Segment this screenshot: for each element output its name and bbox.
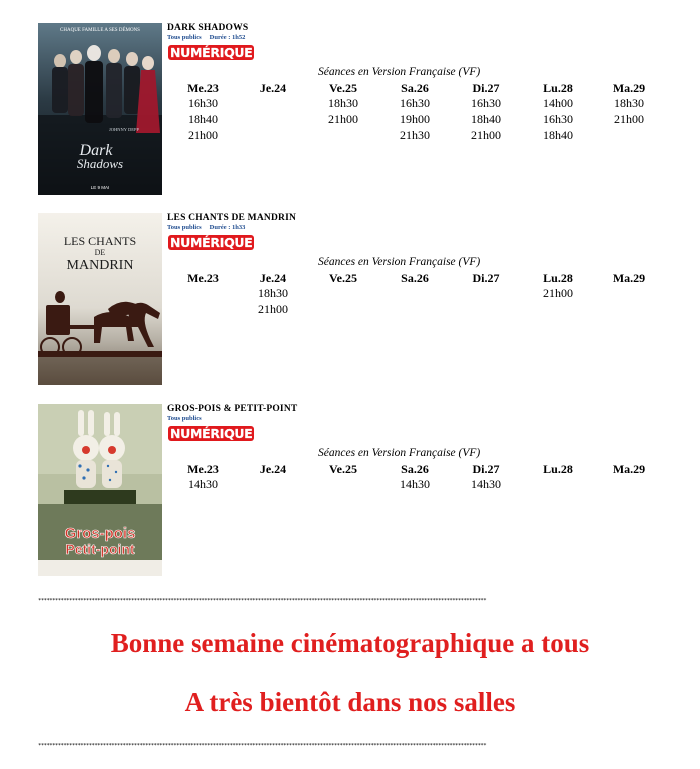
day-header: Lu.28: [543, 271, 573, 285]
day-header: Ma.29: [612, 81, 646, 95]
numerique-badge: NUMÉRIQUE: [170, 45, 253, 60]
rating-label: Tous publics: [167, 415, 202, 422]
showtime: 18h30: [258, 286, 288, 300]
duration-label: Durée : 1h52: [209, 34, 246, 41]
showtime: 16h30: [188, 96, 218, 110]
duration-label: Durée : 1h33: [209, 224, 246, 231]
day-header: Me.23: [187, 81, 219, 95]
vf-caption: Séances en Version Française (VF): [318, 256, 481, 268]
day-header: Sa.26: [401, 81, 429, 95]
vf-caption: Séances en Version Française (VF): [318, 66, 481, 78]
film-title: LES CHANTS DE MANDRIN: [167, 213, 297, 223]
showtime: 21h00: [328, 112, 358, 126]
day-header: Lu.28: [543, 462, 573, 476]
numerique-badge: NUMÉRIQUE: [170, 426, 253, 441]
showtime: 14h30: [400, 477, 430, 491]
film-block-gros-pois-petit-point: [0, 404, 700, 576]
numerique-badge: NUMÉRIQUE: [170, 235, 253, 250]
day-header: Me.23: [187, 462, 219, 476]
poster-mandrin-title-3: MANDRIN: [66, 258, 134, 273]
day-header: Sa.26: [401, 271, 429, 285]
poster-dark-shadows-date: LE 9 MAI: [90, 185, 110, 190]
poster-gros-pois-art: [38, 404, 162, 576]
farewell-line-2: A très bientôt dans nos salles: [184, 687, 516, 717]
showtime: 14h30: [471, 477, 501, 491]
rating-label: Tous publics: [167, 34, 202, 41]
poster-dark-shadows: [38, 23, 162, 195]
poster-gros-pois-title-1: Gros-pois: [64, 525, 136, 542]
separator-line-top: ***************************************************************************************************************************************************************: [38, 598, 487, 604]
showtime: 18h40: [543, 128, 573, 142]
poster-dark-shadows-actor: JOHNNY DEPP: [109, 127, 139, 132]
poster-gros-pois-petit-point: [38, 404, 162, 576]
day-header: Ve.25: [329, 462, 357, 476]
poster-dark-shadows-tagline: CHAQUE FAMILLE A SES DÉMONS: [60, 28, 140, 33]
day-header: Ma.29: [612, 271, 646, 285]
day-header: Lu.28: [543, 81, 573, 95]
poster-les-chants-de-mandrin: [38, 213, 162, 385]
showtime: 21h00: [188, 128, 218, 142]
poster-dark-shadows-logo-1: Dark: [79, 142, 113, 159]
film-title: GROS-POIS & PETIT-POINT: [167, 404, 298, 414]
day-header: Ma.29: [612, 462, 646, 476]
day-header: Sa.26: [401, 462, 429, 476]
film-block-dark-shadows: [0, 23, 700, 195]
poster-mandrin-title-2: DE: [94, 248, 106, 257]
showtime: 18h40: [188, 112, 218, 126]
poster-dark-shadows-logo-2: Shadows: [76, 156, 124, 171]
film-rating: [167, 34, 245, 41]
showtime: 18h40: [471, 112, 501, 126]
showtime: 14h00: [543, 96, 573, 110]
day-header: Je.24: [259, 81, 287, 95]
showtime: 16h30: [400, 96, 430, 110]
day-header: Me.23: [187, 271, 219, 285]
film-block-les-chants-de-mandrin: [0, 213, 700, 385]
vf-caption: Séances en Version Française (VF): [318, 447, 481, 459]
day-header: Je.24: [259, 271, 287, 285]
day-header: Ve.25: [329, 271, 357, 285]
rating-label: Tous publics: [167, 224, 202, 231]
showtime: 19h00: [400, 112, 430, 126]
showtime: 16h30: [471, 96, 501, 110]
showtime: 21h30: [400, 128, 430, 142]
showtime: 21h00: [258, 302, 288, 316]
separator-line-bottom: ***************************************************************************************************************************************************************: [38, 743, 487, 749]
poster-gros-pois-title-2: Petit-point: [65, 541, 135, 557]
poster-mandrin-title-1: LES CHANTS: [63, 234, 137, 248]
showtime: 18h30: [614, 96, 644, 110]
day-header: Di.27: [472, 271, 500, 285]
showtime: 16h30: [543, 112, 573, 126]
film-rating: [167, 415, 202, 422]
showtime: 14h30: [188, 477, 218, 491]
showtime: 21h00: [614, 112, 644, 126]
day-header: Di.27: [472, 462, 500, 476]
day-header: Je.24: [259, 462, 287, 476]
film-rating: [167, 224, 245, 231]
poster-dark-shadows-art: [38, 23, 162, 195]
day-header: Ve.25: [329, 81, 357, 95]
day-header: Di.27: [472, 81, 500, 95]
farewell-line-1: Bonne semaine cinématographique a tous: [110, 628, 590, 658]
showtime: 21h00: [471, 128, 501, 142]
showtime: 18h30: [328, 96, 358, 110]
poster-mandrin-art: [38, 213, 162, 385]
showtime: 21h00: [543, 286, 573, 300]
film-title: DARK SHADOWS: [167, 23, 249, 33]
